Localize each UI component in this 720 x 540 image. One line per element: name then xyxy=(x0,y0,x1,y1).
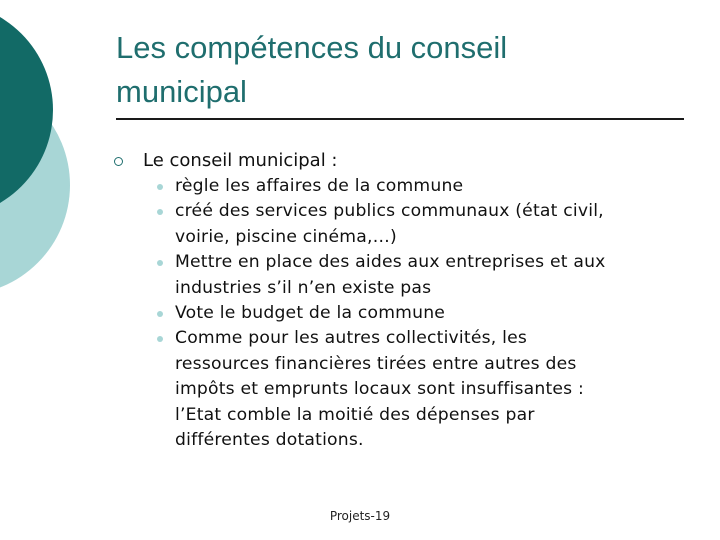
bullet-line: industries s’il n’en existe pas xyxy=(175,277,432,298)
bullet-line: Comme pour les autres collectivités, les xyxy=(175,328,528,349)
bullet-item xyxy=(114,326,684,453)
dot-bullet-icon xyxy=(157,209,163,215)
bullet-item xyxy=(114,199,684,250)
bullet-line: l’Etat comble la moitié des dépenses par xyxy=(175,404,535,425)
slide-title xyxy=(116,26,696,114)
bullet-item xyxy=(114,301,684,326)
title-line-2: municipal xyxy=(116,74,247,109)
bullet-item xyxy=(114,174,684,199)
bullet-text: règle les affaires de la commune xyxy=(175,176,464,196)
title-line-1: Les compétences du conseil xyxy=(116,30,508,65)
level1-item xyxy=(114,148,684,174)
bullet-line: créé des services publics communaux (état civil, xyxy=(175,201,604,222)
dot-bullet-icon xyxy=(157,260,163,266)
sub-bullet-list xyxy=(114,174,684,453)
hollow-circle-bullet-icon xyxy=(114,157,123,166)
slide-body xyxy=(114,148,684,453)
intro-text: Le conseil municipal : xyxy=(143,150,338,171)
footer-text: Projets-19 xyxy=(329,509,391,523)
bullet-item xyxy=(114,250,684,301)
bullet-text: Vote le budget de la commune xyxy=(175,303,446,324)
bullet-line: différentes dotations. xyxy=(175,430,364,451)
title-divider xyxy=(116,118,684,120)
dot-bullet-icon xyxy=(157,184,163,190)
bullet-line: ressources financières tirées entre autres des xyxy=(175,353,577,374)
bullet-line: Mettre en place des aides aux entreprises et aux xyxy=(175,252,606,273)
decorative-circles xyxy=(0,0,120,300)
bullet-line: impôts et emprunts locaux sont insuffisantes : xyxy=(175,379,584,400)
dot-bullet-icon xyxy=(157,311,163,317)
slide-footer xyxy=(0,509,720,523)
dot-bullet-icon xyxy=(157,336,163,342)
bullet-line: voirie, piscine cinéma,…) xyxy=(175,226,397,247)
